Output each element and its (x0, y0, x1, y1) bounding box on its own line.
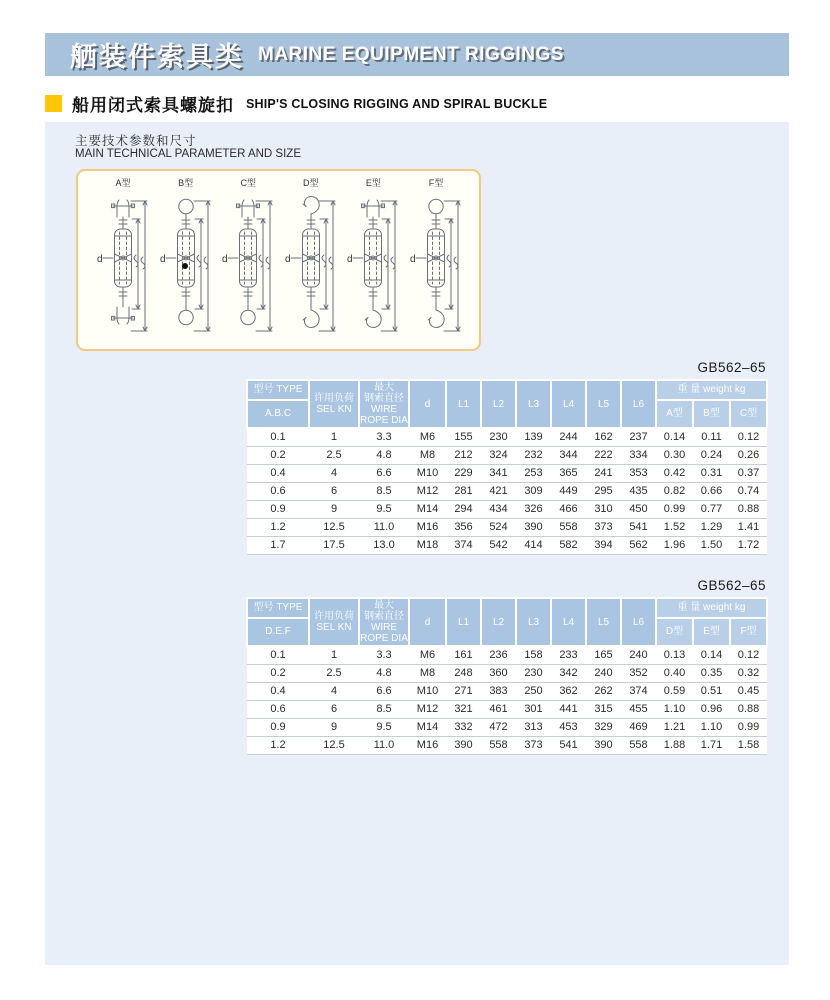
col-header-type: 型号 TYPE (247, 598, 309, 618)
col-header-sel-zh: 许用负荷 (314, 611, 354, 622)
figure-label: E型 (365, 178, 381, 188)
table-cell: 344 (551, 446, 586, 464)
turnbuckle-drawing (346, 189, 400, 339)
table-cell: 253 (516, 464, 551, 482)
table-cell: 13.0 (359, 536, 409, 554)
table-cell: M12 (409, 700, 446, 718)
table-cell: 11.0 (359, 518, 409, 536)
table-cell: 212 (446, 446, 481, 464)
table-cell: 244 (551, 428, 586, 446)
table-cell: 542 (481, 536, 516, 554)
table-cell: 1.7 (247, 536, 309, 554)
table-cell: 315 (586, 700, 621, 718)
col-header-l6: L6 (621, 380, 656, 428)
table-cell: 453 (551, 718, 586, 736)
col-header-weight-b: B型 (693, 400, 730, 428)
table-cell: 1.50 (693, 536, 730, 554)
table-cell: 353 (621, 464, 656, 482)
figure-label: F型 (428, 178, 444, 188)
turnbuckle-figure-a (96, 177, 150, 345)
table-cell: 294 (446, 500, 481, 518)
turnbuckle-figure-e (346, 177, 400, 345)
section-title-zh: 船用闭式索具螺旋扣 (72, 96, 234, 115)
table-cell: 6 (309, 482, 359, 500)
turnbuckle-drawing (96, 189, 150, 339)
spec-table-def (246, 597, 768, 755)
table-cell: 390 (446, 736, 481, 754)
table-cell: 0.96 (693, 700, 730, 718)
table-cell: 4 (309, 464, 359, 482)
table-cell: 161 (446, 646, 481, 664)
table-cell: 1 (309, 646, 359, 664)
table-cell: 281 (446, 482, 481, 500)
table-cell: 2.5 (309, 446, 359, 464)
col-header-weight-a: A型 (656, 400, 693, 428)
table-cell: M8 (409, 446, 446, 464)
table-cell: 1 (309, 428, 359, 446)
table-cell: 4.8 (359, 446, 409, 464)
col-header-type-group: D.E.F (247, 618, 309, 646)
turnbuckle-figure-d (284, 177, 338, 345)
table-cell: 0.12 (730, 428, 767, 446)
table-cell: 237 (621, 428, 656, 446)
table-cell: 0.74 (730, 482, 767, 500)
technical-drawing-box (76, 169, 481, 351)
table-cell: 301 (516, 700, 551, 718)
banner-title-en: MARINE EQUIPMENT RIGGINGS (258, 43, 564, 65)
table-row (247, 518, 767, 536)
table-cell: 356 (446, 518, 481, 536)
table-row (247, 682, 767, 700)
table-cell: 9.5 (359, 718, 409, 736)
col-header-wire-line: ROPE DIA (360, 415, 408, 426)
table-cell: 441 (551, 700, 586, 718)
table-row (247, 428, 767, 446)
table-cell: 162 (586, 428, 621, 446)
table-cell: 0.12 (730, 646, 767, 664)
table-row (247, 464, 767, 482)
table-row (247, 736, 767, 754)
col-header-sel (309, 380, 359, 428)
table-row (247, 664, 767, 682)
table-cell: 236 (481, 646, 516, 664)
table-cell: 8.5 (359, 700, 409, 718)
table-cell: 360 (481, 664, 516, 682)
table-cell: 0.26 (730, 446, 767, 464)
table-cell: 6.6 (359, 682, 409, 700)
col-header-l5: L5 (586, 598, 621, 646)
table-cell: 390 (516, 518, 551, 536)
standard-code: GB562–65 (697, 360, 766, 375)
content-panel (45, 122, 789, 965)
table-cell: 8.5 (359, 482, 409, 500)
turnbuckle-figure-c (221, 177, 275, 345)
table-cell: 434 (481, 500, 516, 518)
table-cell: 450 (621, 500, 656, 518)
table-row (247, 700, 767, 718)
table-cell: 165 (586, 646, 621, 664)
table-cell: 0.4 (247, 682, 309, 700)
svg-text:d: d (284, 254, 291, 265)
col-header-sel-en: SEL KN (316, 404, 352, 415)
table-cell: 230 (481, 428, 516, 446)
table-cell: 17.5 (309, 536, 359, 554)
table-cell: 365 (551, 464, 586, 482)
table-cell: 0.9 (247, 718, 309, 736)
col-header-l3: L3 (516, 598, 551, 646)
table-cell: 0.11 (693, 428, 730, 446)
turnbuckle-drawing (284, 189, 338, 339)
table-cell: 309 (516, 482, 551, 500)
col-header-l6: L6 (621, 598, 656, 646)
table-cell: 373 (586, 518, 621, 536)
table-cell: 0.2 (247, 446, 309, 464)
svg-text:d: d (97, 254, 103, 265)
page-banner (45, 33, 789, 76)
table-cell: 271 (446, 682, 481, 700)
col-header-wire-line: WIRE (370, 404, 398, 415)
table-cell: 342 (551, 664, 586, 682)
subtitle-en: MAIN TECHNICAL PARAMETER AND SIZE (75, 148, 301, 160)
table-cell: 1.52 (656, 518, 693, 536)
table-row (247, 646, 767, 664)
table-cell: 0.6 (247, 482, 309, 500)
table-cell: 0.31 (693, 464, 730, 482)
col-header-l2: L2 (481, 598, 516, 646)
svg-text:d: d (159, 254, 166, 265)
table-cell: 0.13 (656, 646, 693, 664)
table-row (247, 482, 767, 500)
table-cell: 1.41 (730, 518, 767, 536)
subtitle-zh: 主要技术参数和尺寸 (75, 134, 197, 148)
table-cell: M8 (409, 664, 446, 682)
table-cell: 332 (446, 718, 481, 736)
table-cell: 0.99 (730, 718, 767, 736)
table-cell: 1.2 (247, 518, 309, 536)
table-cell: 0.45 (730, 682, 767, 700)
col-header-sel (309, 598, 359, 646)
col-header-l4: L4 (551, 380, 586, 428)
table-cell: 461 (481, 700, 516, 718)
table-cell: 232 (516, 446, 551, 464)
turnbuckle-figure-b (159, 177, 213, 345)
col-header-weight-zh: 重 量 (677, 384, 701, 396)
table-cell: 0.6 (247, 700, 309, 718)
table-row (247, 718, 767, 736)
spec-table-abc (246, 379, 768, 555)
table-cell: 558 (551, 518, 586, 536)
table-cell: M12 (409, 482, 446, 500)
figure-label: D型 (303, 178, 319, 188)
table-cell: M16 (409, 736, 446, 754)
table-row (247, 536, 767, 554)
table-cell: 541 (621, 518, 656, 536)
table-cell: 1.96 (656, 536, 693, 554)
section-title-en: SHIP'S CLOSING RIGGING AND SPIRAL BUCKLE (246, 96, 548, 111)
table-cell: 9 (309, 718, 359, 736)
col-header-weight-f: F型 (730, 618, 767, 646)
table-cell: 0.66 (693, 482, 730, 500)
table-cell: 449 (551, 482, 586, 500)
table-cell: 1.71 (693, 736, 730, 754)
table-cell: 414 (516, 536, 551, 554)
table-cell: 524 (481, 518, 516, 536)
table-cell: 0.2 (247, 664, 309, 682)
col-header-d: d (409, 598, 446, 646)
table-cell: 469 (621, 718, 656, 736)
col-header-weight-en: weight kg (703, 602, 746, 614)
figure-label: B型 (178, 178, 194, 188)
table-cell: 326 (516, 500, 551, 518)
table-cell: 334 (621, 446, 656, 464)
table-cell: 373 (516, 736, 551, 754)
table-cell: 241 (586, 464, 621, 482)
table-row (247, 446, 767, 464)
table-cell: 558 (481, 736, 516, 754)
table-cell: 0.37 (730, 464, 767, 482)
table-cell: 324 (481, 446, 516, 464)
table-cell: 390 (586, 736, 621, 754)
col-header-wire-line: 最大 (374, 600, 394, 611)
table-row (247, 500, 767, 518)
table-cell: M16 (409, 518, 446, 536)
table-cell: M10 (409, 464, 446, 482)
col-header-wire-line: WIRE (370, 622, 398, 633)
svg-text:d: d (409, 254, 416, 265)
col-header-weight (656, 598, 767, 618)
col-header-wire-line: 钢索直径 (364, 393, 404, 404)
table-cell: 248 (446, 664, 481, 682)
table-cell: 1.21 (656, 718, 693, 736)
table-cell: 0.1 (247, 428, 309, 446)
table-cell: 0.9 (247, 500, 309, 518)
col-header-weight (656, 380, 767, 400)
yellow-square-bullet-icon (45, 95, 62, 112)
figure-label: C型 (240, 178, 256, 188)
col-header-wire (359, 380, 409, 428)
turnbuckle-drawing (409, 189, 463, 339)
table-cell: 2.5 (309, 664, 359, 682)
table-cell: 0.59 (656, 682, 693, 700)
table-cell: 1.58 (730, 736, 767, 754)
table-cell: 9 (309, 500, 359, 518)
svg-text:d: d (347, 254, 353, 265)
spec-table-section-abc (246, 360, 767, 555)
table-cell: 383 (481, 682, 516, 700)
table-cell: 0.51 (693, 682, 730, 700)
table-cell: 4 (309, 682, 359, 700)
col-header-l1: L1 (446, 380, 481, 428)
table-cell: 374 (621, 682, 656, 700)
col-header-weight-d: D型 (656, 618, 693, 646)
section-heading (45, 91, 547, 116)
table-cell: 295 (586, 482, 621, 500)
table-cell: 435 (621, 482, 656, 500)
table-cell: 0.82 (656, 482, 693, 500)
table-cell: M10 (409, 682, 446, 700)
table-cell: 0.42 (656, 464, 693, 482)
table-cell: 222 (586, 446, 621, 464)
col-header-weight-c: C型 (730, 400, 767, 428)
col-header-type: 型号 TYPE (247, 380, 309, 400)
table-cell: M6 (409, 428, 446, 446)
col-header-l2: L2 (481, 380, 516, 428)
table-cell: 0.77 (693, 500, 730, 518)
table-cell: 0.40 (656, 664, 693, 682)
svg-text:d: d (222, 254, 228, 265)
table-cell: 329 (586, 718, 621, 736)
col-header-d: d (409, 380, 446, 428)
col-header-l1: L1 (446, 598, 481, 646)
table-cell: 6 (309, 700, 359, 718)
table-cell: 155 (446, 428, 481, 446)
col-header-wire-line: 钢索直径 (364, 611, 404, 622)
table-cell: 12.5 (309, 736, 359, 754)
table-cell: M14 (409, 500, 446, 518)
ink-dot (182, 263, 188, 269)
table-cell: 3.3 (359, 428, 409, 446)
table-cell: 158 (516, 646, 551, 664)
table-cell: 374 (446, 536, 481, 554)
table-cell: 1.2 (247, 736, 309, 754)
table-cell: 1.88 (656, 736, 693, 754)
col-header-wire-line: 最大 (374, 382, 394, 393)
table-cell: 466 (551, 500, 586, 518)
table-cell: 582 (551, 536, 586, 554)
col-header-sel-zh: 许用负荷 (314, 393, 354, 404)
table-cell: 0.88 (730, 700, 767, 718)
table-cell: 0.24 (693, 446, 730, 464)
table-cell: 230 (516, 664, 551, 682)
spec-table-section-def (246, 578, 767, 755)
col-header-sel-en: SEL KN (316, 622, 352, 633)
table-cell: 0.35 (693, 664, 730, 682)
banner-title-zh: 舾装件索具类 (70, 42, 244, 72)
table-cell: 352 (621, 664, 656, 682)
figure-label: A型 (115, 178, 131, 188)
turnbuckle-drawing (221, 189, 275, 339)
table-cell: 313 (516, 718, 551, 736)
table-cell: 12.5 (309, 518, 359, 536)
table-cell: 139 (516, 428, 551, 446)
col-header-type-group: A.B.C (247, 400, 309, 428)
col-header-weight-zh: 重 量 (677, 602, 701, 614)
table-cell: 1.72 (730, 536, 767, 554)
col-header-weight-en: weight kg (703, 384, 746, 396)
table-cell: 541 (551, 736, 586, 754)
table-cell: 558 (621, 736, 656, 754)
turnbuckle-figure-f (409, 177, 463, 345)
table-cell: M6 (409, 646, 446, 664)
table-cell: 321 (446, 700, 481, 718)
table-cell: 240 (621, 646, 656, 664)
standard-code: GB562–65 (697, 578, 766, 593)
table-cell: 250 (516, 682, 551, 700)
col-header-l5: L5 (586, 380, 621, 428)
col-header-l3: L3 (516, 380, 551, 428)
table-cell: 11.0 (359, 736, 409, 754)
table-cell: 240 (586, 664, 621, 682)
table-cell: 341 (481, 464, 516, 482)
table-cell: 562 (621, 536, 656, 554)
table-cell: 4.8 (359, 664, 409, 682)
table-cell: 0.4 (247, 464, 309, 482)
table-cell: 0.32 (730, 664, 767, 682)
table-cell: 0.99 (656, 500, 693, 518)
col-header-l4: L4 (551, 598, 586, 646)
table-cell: 0.14 (693, 646, 730, 664)
table-cell: 6.6 (359, 464, 409, 482)
table-cell: 262 (586, 682, 621, 700)
table-cell: 0.14 (656, 428, 693, 446)
table-cell: 0.88 (730, 500, 767, 518)
table-cell: 1.29 (693, 518, 730, 536)
table-cell: 3.3 (359, 646, 409, 664)
col-header-wire (359, 598, 409, 646)
table-cell: 310 (586, 500, 621, 518)
table-cell: 9.5 (359, 500, 409, 518)
table-cell: 455 (621, 700, 656, 718)
table-cell: 472 (481, 718, 516, 736)
table-cell: 1.10 (693, 718, 730, 736)
table-cell: 0.30 (656, 446, 693, 464)
col-header-wire-line: ROPE DIA (360, 633, 408, 644)
table-cell: M18 (409, 536, 446, 554)
table-cell: 1.10 (656, 700, 693, 718)
col-header-weight-e: E型 (693, 618, 730, 646)
table-cell: 0.1 (247, 646, 309, 664)
table-cell: 229 (446, 464, 481, 482)
table-cell: 362 (551, 682, 586, 700)
table-cell: 394 (586, 536, 621, 554)
table-cell: 233 (551, 646, 586, 664)
table-cell: 421 (481, 482, 516, 500)
table-cell: M14 (409, 718, 446, 736)
